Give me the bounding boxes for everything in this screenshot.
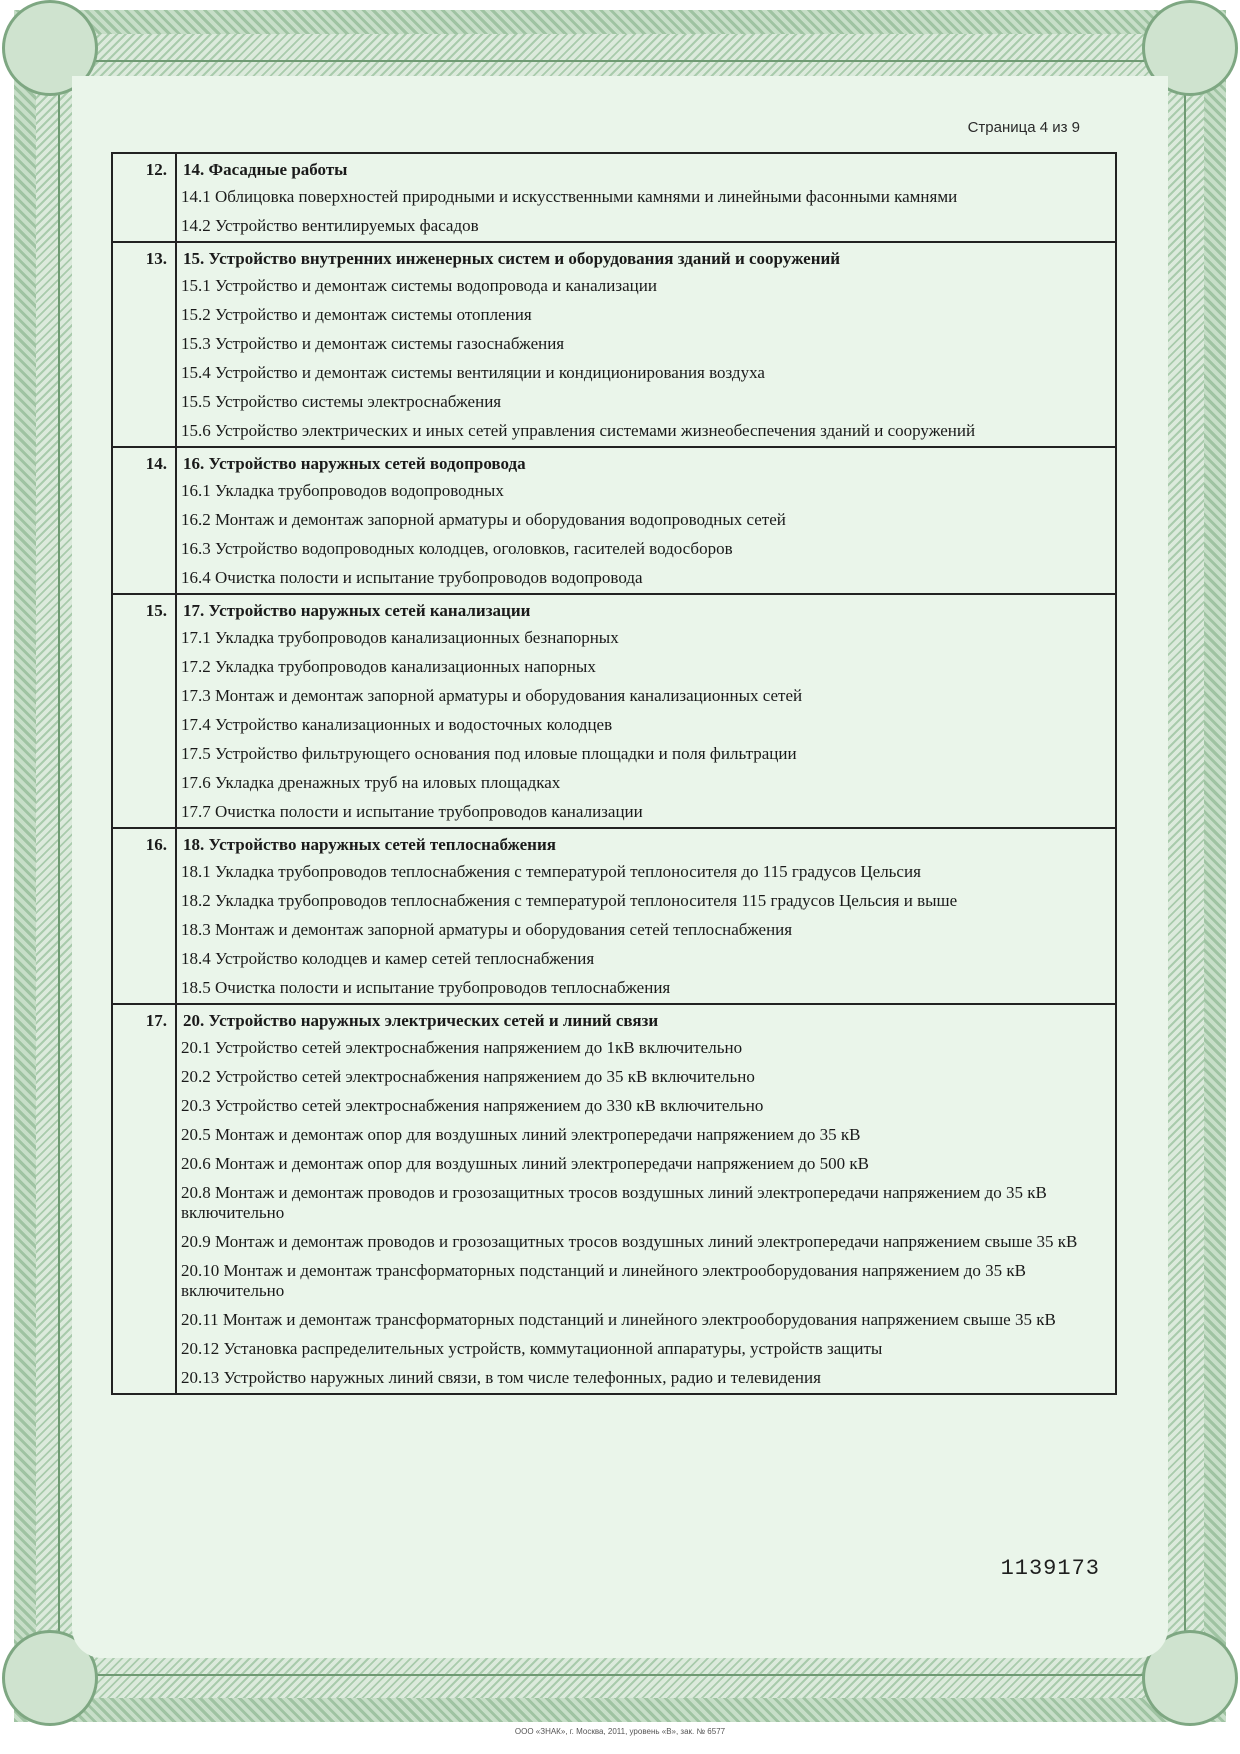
row-number: 12. [112,153,176,242]
section-title: 16. Устройство наружных сетей водопровода [183,454,526,473]
work-item: 18.2 Укладка трубопроводов теплоснабжения с температурой теплоносителя 115 градусов Цельсия и выше [181,891,958,910]
table-row [112,153,1116,242]
page-number: Страница 4 из 9 [967,119,1080,136]
work-item: 15.5 Устройство системы электроснабжения [181,392,502,411]
section-title: 15. Устройство внутренних инженерных систем и оборудования зданий и сооружений [183,249,841,268]
table-row [112,594,1116,828]
work-item: 15.1 Устройство и демонтаж системы водопровода и канализации [181,276,657,295]
section-title: 20. Устройство наружных электрических сетей и линий связи [183,1011,659,1030]
work-item: 14.2 Устройство вентилируемых фасадов [181,216,479,235]
work-item: 15.2 Устройство и демонтаж системы отопления [181,305,532,324]
printer-imprint: ООО «ЗНАК», г. Москва, 2011, уровень «В», зак. № 6577 [514,1727,726,1736]
work-item: 20.13 Устройство наружных линий связи, в том числе телефонных, радио и телевидения [181,1368,821,1387]
work-item: 15.4 Устройство и демонтаж системы вентиляции и кондиционирования воздуха [181,363,765,382]
section-cell [176,1004,1116,1394]
section-title: 14. Фасадные работы [183,160,348,179]
table-row [112,447,1116,594]
work-item: 18.4 Устройство колодцев и камер сетей теплоснабжения [181,949,595,968]
work-item: 17.2 Укладка трубопроводов канализационных напорных [181,657,596,676]
work-item: 15.6 Устройство электрических и иных сетей управления системами жизнеобеспечения зданий и сооружений [181,421,976,440]
row-number: 16. [112,828,176,1004]
section-cell [176,153,1116,242]
table-row [112,828,1116,1004]
section-title: 18. Устройство наружных сетей теплоснабжения [183,835,556,854]
work-item: 16.3 Устройство водопроводных колодцев, оголовков, гасителей водосборов [181,539,733,558]
section-cell [176,828,1116,1004]
work-item: 20.12 Установка распределительных устройств, коммутационной аппаратуры, устройств защиты [181,1339,883,1358]
table-row [112,242,1116,447]
work-item: 16.1 Укладка трубопроводов водопроводных [181,481,504,500]
works-table [111,152,1117,1395]
work-item: 18.1 Укладка трубопроводов теплоснабжения с температурой теплоносителя до 115 градусов Цельсия [181,862,921,881]
work-item: 17.3 Монтаж и демонтаж запорной арматуры и оборудования канализационных сетей [181,686,803,705]
table-row [112,1004,1116,1394]
work-item: 20.2 Устройство сетей электроснабжения напряжением до 35 кВ включительно [181,1067,755,1086]
row-number: 17. [112,1004,176,1394]
work-item: 17.5 Устройство фильтрующего основания под иловые площадки и поля фильтрации [181,744,797,763]
work-item: 20.1 Устройство сетей электроснабжения напряжением до 1кВ включительно [181,1038,743,1057]
work-item: 17.7 Очистка полости и испытание трубопроводов канализации [181,802,643,821]
row-number: 13. [112,242,176,447]
work-item: 20.11 Монтаж и демонтаж трансформаторных подстанций и линейного электрооборудования напряжением свыше 35 кВ [181,1310,1056,1329]
section-title: 17. Устройство наружных сетей канализации [183,601,531,620]
work-item: 18.3 Монтаж и демонтаж запорной арматуры и оборудования сетей теплоснабжения [181,920,793,939]
section-cell [176,242,1116,447]
section-cell [176,447,1116,594]
work-item: 16.4 Очистка полости и испытание трубопроводов водопровода [181,568,643,587]
row-number: 14. [112,447,176,594]
work-item: 15.3 Устройство и демонтаж системы газоснабжения [181,334,565,353]
work-item: 20.8 Монтаж и демонтаж проводов и грозозащитных тросов воздушных линий электропередачи напряжением до 35 кВ включительно [181,1183,1047,1222]
row-number: 15. [112,594,176,828]
work-item: 17.4 Устройство канализационных и водосточных колодцев [181,715,613,734]
work-item: 20.6 Монтаж и демонтаж опор для воздушных линий электропередачи напряжением до 500 кВ [181,1154,870,1173]
work-item: 20.9 Монтаж и демонтаж проводов и грозозащитных тросов воздушных линий электропередачи напряжением свыше 35 кВ [181,1232,1078,1251]
work-item: 18.5 Очистка полости и испытание трубопроводов теплоснабжения [181,978,671,997]
work-item: 14.1 Облицовка поверхностей природными и искусственными камнями и линейными фасонными камнями [181,187,958,206]
work-item: 16.2 Монтаж и демонтаж запорной арматуры и оборудования водопроводных сетей [181,510,786,529]
work-item: 20.3 Устройство сетей электроснабжения напряжением до 330 кВ включительно [181,1096,764,1115]
work-item: 20.5 Монтаж и демонтаж опор для воздушных линий электропередачи напряжением до 35 кВ [181,1125,861,1144]
work-item: 17.1 Укладка трубопроводов канализационных безнапорных [181,628,619,647]
work-item: 20.10 Монтаж и демонтаж трансформаторных подстанций и линейного электрооборудования напряжением до 35 кВ включительно [181,1261,1026,1300]
work-item: 17.6 Укладка дренажных труб на иловых площадках [181,773,561,792]
section-cell [176,594,1116,828]
serial-number: 1139173 [1000,1556,1100,1581]
